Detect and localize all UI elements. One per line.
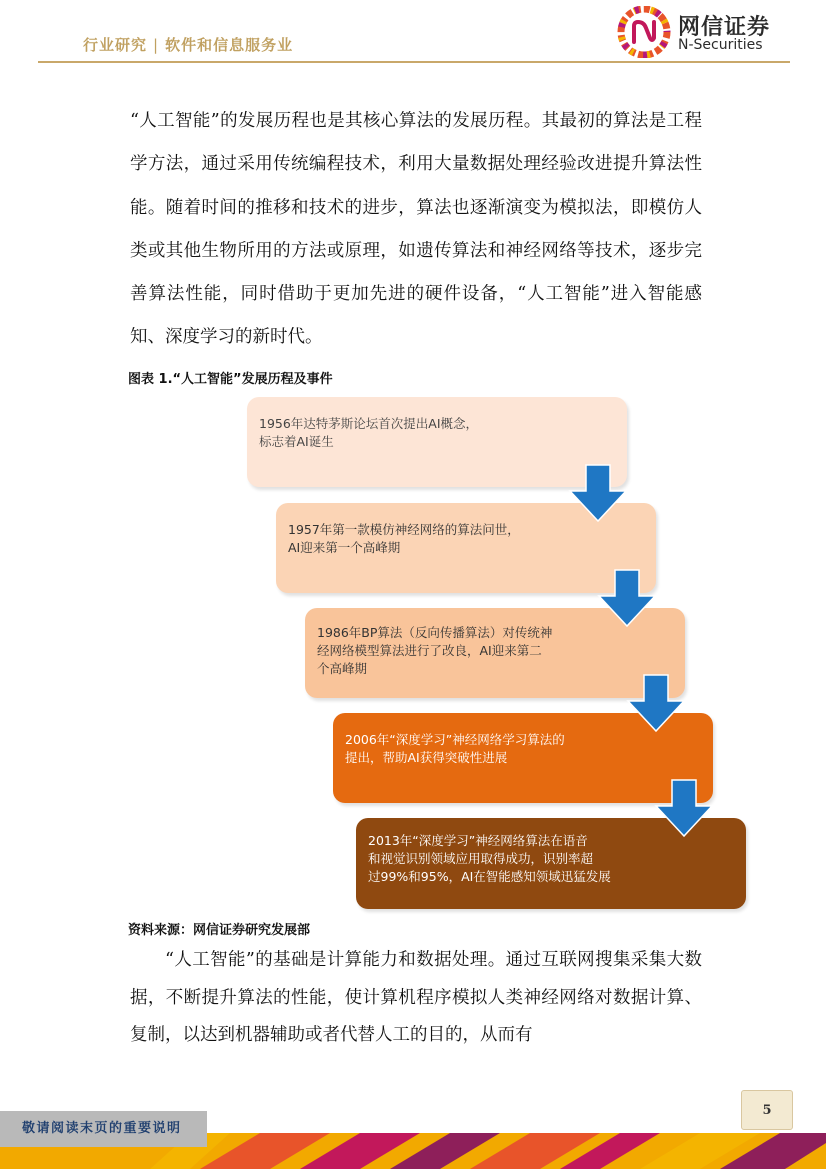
logo-mark-icon	[616, 6, 672, 58]
stage-text-line: 1986年BP算法（反向传播算法）对传统神	[317, 625, 553, 640]
stage-text-line: 2006年“深度学习”神经网络学习算法的	[345, 732, 565, 747]
footer-notice: 敬请阅读末页的重要说明	[0, 1111, 207, 1147]
header-breadcrumb	[83, 34, 293, 55]
figure-title: 图表 1.“人工智能”发展历程及事件	[128, 372, 333, 387]
header-section: 行业研究	[83, 36, 148, 54]
stage-text-line: 提出，帮助AI获得突破性进展	[345, 750, 508, 765]
header-separator: |	[153, 36, 160, 54]
stage-text-line: 标志着AI诞生	[259, 434, 334, 449]
stage-text-line: 个高峰期	[317, 661, 368, 676]
body-paragraph	[130, 942, 702, 1055]
down-arrow-icon	[595, 568, 659, 628]
intro-paragraph: “人工智能”的发展历程也是其核心算法的发展历程。其最初的算法是工程学方法，通过采用传统编程技术，利用大量数据处理经验改进提升算法性能。随着时间的推移和技术的进步，算法也逐渐演变为模拟法，即模仿人类或其他生物所用的方法或原理，如遗传算法和神经网络等技术，逐步完善算法性能，同时借助于更加先进的硬件设备，“人工智能”进入智能感知、深度学习的新时代。	[130, 111, 702, 348]
logo-text-cn: 网信证券	[678, 15, 771, 40]
stage-text-line: 和视觉识别领域应用取得成功，识别率超	[368, 851, 594, 866]
header-divider	[38, 61, 790, 63]
body-paragraph-text: “人工智能”的基础是计算能力和数据处理。通过互联网搜集采集大数据，不断提升算法的性能，使计算机程序模拟人类神经网络对数据计算、复制，以达到机器辅助或者代替人工的目的，从而有	[130, 950, 702, 1045]
stage-text-line: 经网络模型算法进行了改良，AI迎来第二	[317, 643, 542, 658]
stage-text-line: 过99%和95%，AI在智能感知领域迅猛发展	[368, 869, 611, 884]
figure-source: 资料来源：网信证券研究发展部	[128, 923, 311, 938]
stage-text-line: 1957年第一款模仿神经网络的算法问世，	[288, 522, 520, 537]
down-arrow-icon	[566, 463, 630, 523]
stage-text-line: 2013年“深度学习”神经网络算法在语音	[368, 833, 588, 848]
page-number: 5	[741, 1090, 793, 1130]
down-arrow-icon	[652, 778, 716, 838]
header-industry: 软件和信息服务业	[165, 36, 294, 54]
stage-text-line: 1956年达特茅斯论坛首次提出AI概念，	[259, 416, 479, 431]
down-arrow-icon	[624, 673, 688, 733]
logo-text-en: N-Securities	[678, 37, 763, 53]
stage-text-line: AI迎来第一个高峰期	[288, 540, 401, 555]
brand-logo	[616, 6, 794, 58]
